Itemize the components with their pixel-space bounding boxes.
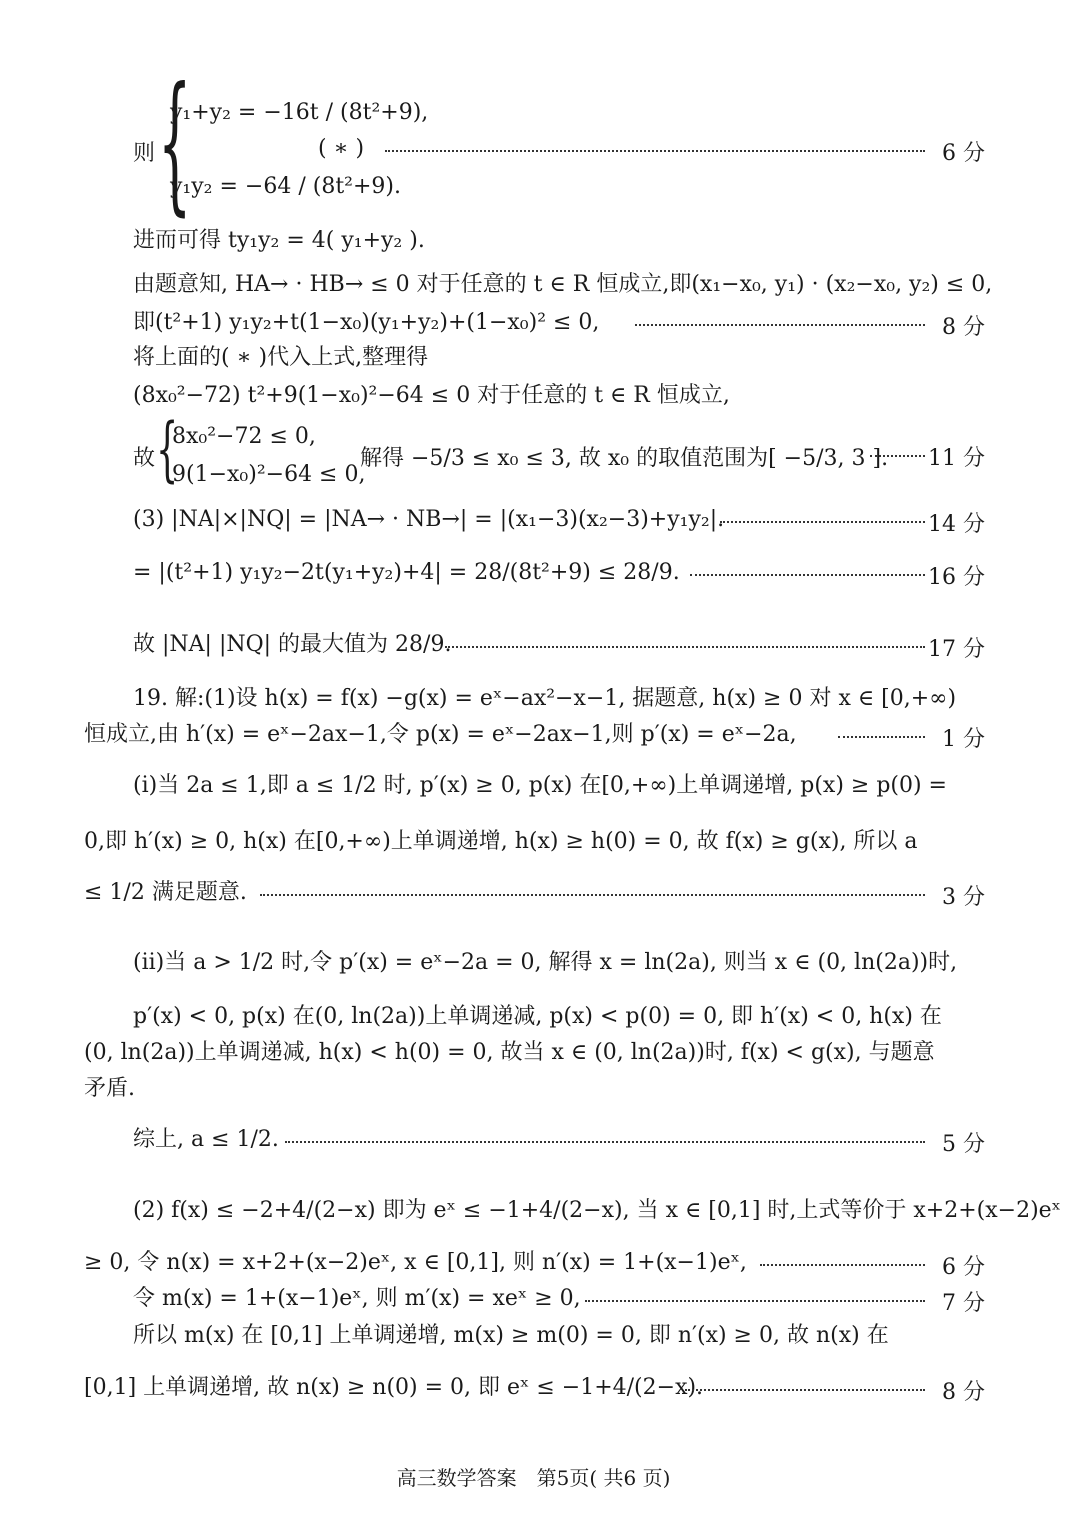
score: 3 分 [942,885,985,910]
text-line: 故 |NA| |NQ| 的最大值为 28/9. [133,632,452,657]
text-line: (8x₀²−72) t²+9(1−x₀)²−64 ≤ 0 对于任意的 t ∈ R 恒成立, [133,383,730,408]
score: 14 分 [928,512,985,537]
text-line: 综上, a ≤ 1/2. [133,1127,279,1152]
case-a: 8x₀²−72 ≤ 0, [172,424,316,449]
dot-leader [720,521,925,523]
system-brace: { [158,56,192,230]
text-line: 进而可得 ty₁y₂ = 4( y₁+y₂ ). [133,228,425,253]
dot-leader [285,1141,925,1143]
text-line: (ii)当 a > 1/2 时,令 p′(x) = eˣ−2a = 0, 解得 x = ln(2a), 则当 x ∈ (0, ln(2a))时, [133,950,958,975]
system-sum: y₁+y₂ = −16t / (8t²+9), [170,100,429,125]
score: 16 分 [928,565,985,590]
score: 7 分 [942,1291,985,1316]
dot-leader [760,1264,925,1266]
score: 17 分 [928,637,985,662]
text-line: 即(t²+1) y₁y₂+t(1−x₀)(y₁+y₂)+(1−x₀)² ≤ 0, [133,310,600,335]
score: 6 分 [942,1255,985,1280]
system-star: ( ∗ ) [318,136,365,161]
text-line: [0,1] 上单调递增, 故 n(x) ≥ n(0) = 0, 即 eˣ ≤ −1+4/(2−x). [84,1375,704,1400]
text-line: 矛盾. [84,1076,135,1101]
text-line: 令 m(x) = 1+(x−1)eˣ, 则 m′(x) = xeˣ ≥ 0, [133,1286,581,1311]
text-line: 所以 m(x) 在 [0,1] 上单调递增, m(x) ≥ m(0) = 0, 即 n′(x) ≥ 0, 故 n(x) 在 [133,1323,889,1348]
page-footer: 高三数学答案 第5页( 共6 页) [396,1466,671,1490]
score: 11 分 [928,446,985,471]
score: 8 分 [942,1380,985,1405]
dot-leader [585,1300,925,1302]
score: 8 分 [942,315,985,340]
score: 6 分 [942,141,985,166]
system-product: y₁y₂ = −64 / (8t²+9). [170,174,401,199]
text-line: (3) |NA|×|NQ| = |NA→ · NB→| = |(x₁−3)(x₂−3)+y₁y₂|. [133,507,725,532]
dot-leader [260,894,925,896]
dot-leader [385,150,925,152]
therefore-prefix: 故 [133,446,156,471]
text-line: ≥ 0, 令 n(x) = x+2+(x−2)eˣ, x ∈ [0,1], 则 n′(x) = 1+(x−1)eˣ, [84,1250,747,1275]
dot-leader [838,736,925,738]
dot-leader [685,1389,925,1391]
dot-leader [870,455,925,457]
case-b: 9(1−x₀)²−64 ≤ 0, [172,462,366,487]
text-line: (i)当 2a ≤ 1,即 a ≤ 1/2 时, p′(x) ≥ 0, p(x) 在[0,+∞)上单调递增, p(x) ≥ p(0) = [133,773,947,798]
text-line: (0, ln(2a))上单调递减, h(x) < h(0) = 0, 故当 x ∈ (0, ln(2a))时, f(x) < g(x), 与题意 [84,1040,935,1065]
text-line: ≤ 1/2 满足题意. [84,880,247,905]
system-prefix: 则 [133,141,156,166]
score: 5 分 [942,1132,985,1157]
text-line: = |(t²+1) y₁y₂−2t(y₁+y₂)+4| = 28/(8t²+9) ≤ 28/9. [133,560,680,585]
text-line: 0,即 h′(x) ≥ 0, h(x) 在[0,+∞)上单调递增, h(x) ≥ h(0) = 0, 故 f(x) ≥ g(x), 所以 a [84,829,918,854]
text-line: (2) f(x) ≤ −2+4/(2−x) 即为 eˣ ≤ −1+4/(2−x), 当 x ∈ [0,1] 时,上式等价于 x+2+(x−2)eˣ [133,1198,1062,1223]
dot-leader [690,574,925,576]
text-line: 由题意知, HA→ · HB→ ≤ 0 对于任意的 t ∈ R 恒成立,即(x₁−x₀, y₁) · (x₂−x₀, y₂) ≤ 0, [133,272,993,297]
dot-leader [635,324,925,326]
dot-leader [445,646,925,648]
text-line: 将上面的( ∗ )代入上式,整理得 [133,345,429,370]
text-line: p′(x) < 0, p(x) 在(0, ln(2a))上单调递减, p(x) < p(0) = 0, 即 h′(x) < 0, h(x) 在 [133,1004,942,1029]
solution-range: 解得 −5/3 ≤ x₀ ≤ 3, 故 x₀ 的取值范围为[ −5/3, 3 ]. [360,446,889,471]
text-line: 恒成立,由 h′(x) = eˣ−2ax−1,令 p(x) = eˣ−2ax−1,则 p′(x) = eˣ−2a, [84,722,797,747]
case-brace: { [156,408,179,490]
score: 1 分 [942,727,985,752]
text-line: 19. 解:(1)设 h(x) = f(x) −g(x) = eˣ−ax²−x−1, 据题意, h(x) ≥ 0 对 x ∈ [0,+∞) [133,686,957,711]
